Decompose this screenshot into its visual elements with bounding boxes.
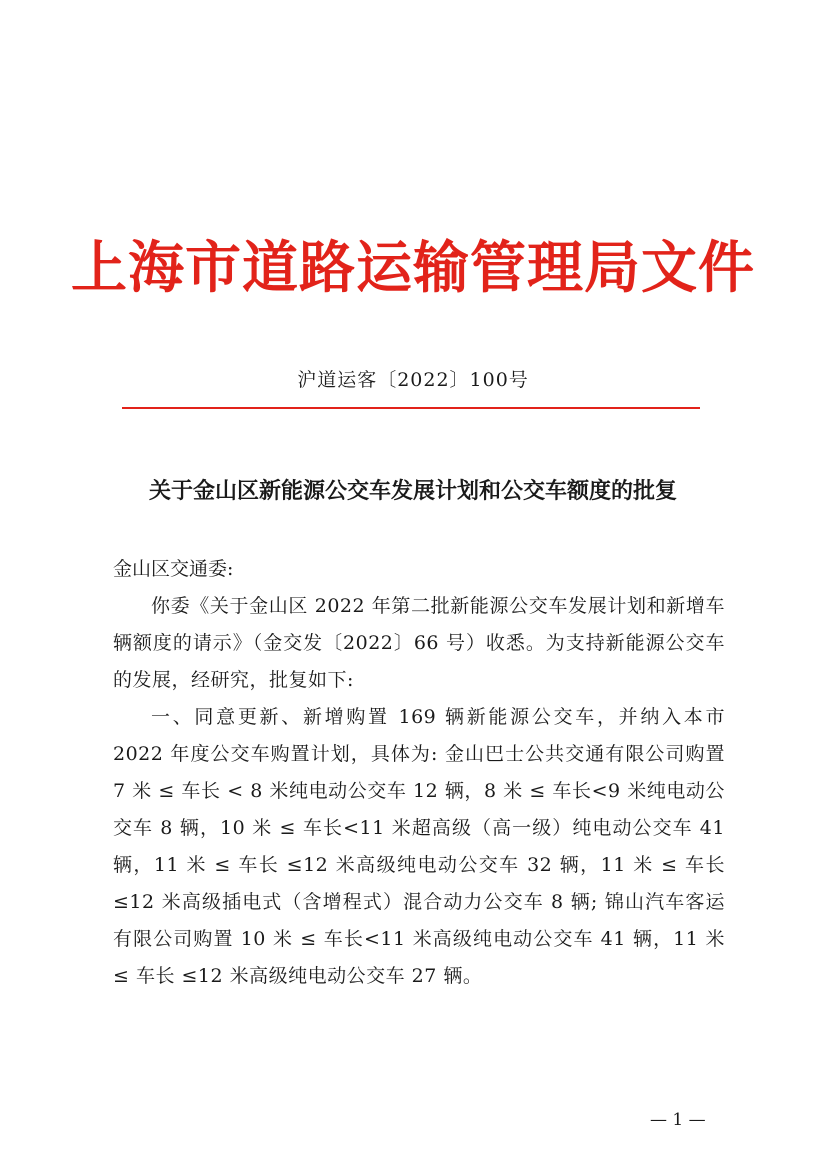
document-subject: 关于金山区新能源公交车发展计划和公交车额度的批复 [148, 479, 677, 504]
salutation: 金山区交通委: [113, 558, 234, 580]
body-paragraph: 你委《关于金山区 2022 年第二批新能源公交车发展计划和新增车辆额度的请示》（金交发〔2022〕66 号）收悉。为支持新能源公交车的发展，经研究，批复如下: [113, 595, 725, 691]
agency-title: 上海市道路运输管理局文件 [71, 235, 755, 301]
red-divider [122, 407, 700, 409]
document-number: 沪道运客〔2022〕100号 [297, 369, 529, 391]
body-paragraph: 一、同意更新、新增购置 169 辆新能源公交车，并纳入本市 2022 年度公交车购置计划，具体为: 金山巴士公共交通有限公司购置 7 米 ≤ 车长 < 8 米纯电动公交车 12 辆，8 米 ≤ 车长<9 米纯电动公交车 8 辆，10 米 ≤ 车长<11 米超高级（高一级）纯电动公交车 41 辆，11 米 ≤ 车长 ≤12 米高级纯电动公交车 32 辆，11 米 ≤ 车长 ≤12 米高级插电式（含增程式）混合动力公交车 8 辆; 锦山汽车客运有限公司购置 10 米 ≤ 车长<11 米高级纯电动公交车 41 辆，11 米 ≤ 车长 ≤12 米高级纯电动公交车 27 辆。 [113, 706, 725, 987]
page-number: — 1 — [650, 1110, 706, 1130]
document-body [113, 551, 725, 995]
